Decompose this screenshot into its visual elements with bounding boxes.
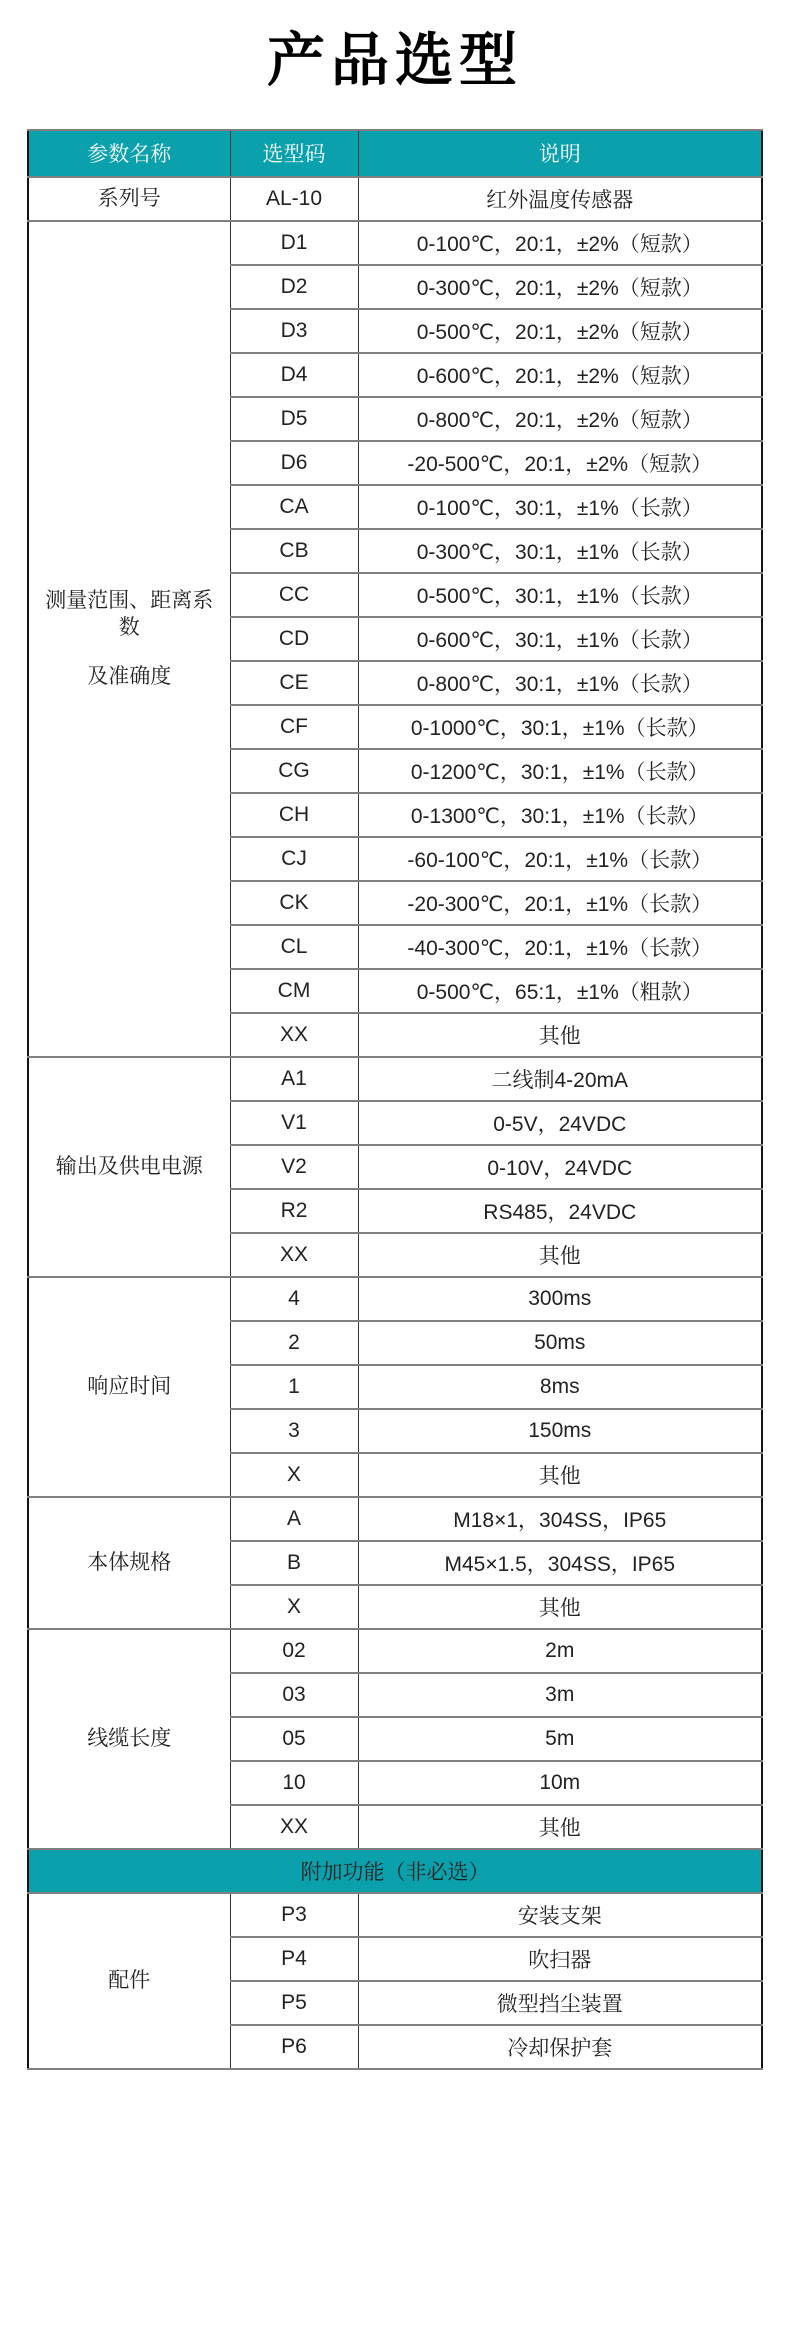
selection-code-cell: P4: [230, 1937, 358, 1981]
selection-code-cell: CH: [230, 793, 358, 837]
selection-code-cell: 10: [230, 1761, 358, 1805]
selection-code-cell: 4: [230, 1277, 358, 1321]
page-title: 产品选型: [266, 28, 523, 93]
param-name-line: 输出及供电电源: [55, 1155, 203, 1179]
selection-code-cell: X: [230, 1453, 358, 1497]
description-cell: 其他: [358, 1013, 762, 1057]
description-cell: 安装支架: [358, 1893, 762, 1937]
selection-code-cell: D3: [230, 309, 358, 353]
description-cell: 3m: [358, 1673, 762, 1717]
param-name-line: 响应时间: [87, 1375, 172, 1399]
product-selection-table: [27, 129, 763, 2070]
description-cell: -60-100℃，20:1，±1%（长款）: [358, 837, 762, 881]
selection-code-cell: B: [230, 1541, 358, 1585]
description-cell: 0-600℃，20:1，±2%（短款）: [358, 353, 762, 397]
description-cell: 0-100℃，30:1，±1%（长款）: [358, 485, 762, 529]
selection-code-cell: CE: [230, 661, 358, 705]
page: [0, 28, 790, 2200]
selection-code-cell: AL-10: [230, 177, 358, 221]
description-cell: 其他: [358, 1805, 762, 1849]
param-name-cell-4: [28, 1497, 230, 1629]
description-cell: 8ms: [358, 1365, 762, 1409]
param-name-cell-1: [28, 221, 230, 1057]
selection-code-cell: A: [230, 1497, 358, 1541]
selection-code-cell: P6: [230, 2025, 358, 2069]
column-header-0: 参数名称: [28, 130, 230, 177]
description-cell: 0-1000℃，30:1，±1%（长款）: [358, 705, 762, 749]
param-name-line: 本体规格: [87, 1551, 172, 1575]
description-cell: 0-500℃，65:1，±1%（粗款）: [358, 969, 762, 1013]
selection-code-cell: D1: [230, 221, 358, 265]
description-cell: 0-300℃，30:1，±1%（长款）: [358, 529, 762, 573]
description-cell: -20-300℃，20:1，±1%（长款）: [358, 881, 762, 925]
param-name-cell-7: [28, 1893, 230, 2069]
param-name-cell-5: [28, 1629, 230, 1849]
selection-code-cell: 3: [230, 1409, 358, 1453]
description-cell: 0-600℃，30:1，±1%（长款）: [358, 617, 762, 661]
description-cell: 其他: [358, 1585, 762, 1629]
description-cell: 2m: [358, 1629, 762, 1673]
selection-code-cell: R2: [230, 1189, 358, 1233]
selection-code-cell: 02: [230, 1629, 358, 1673]
description-cell: 10m: [358, 1761, 762, 1805]
param-name-cell-0: [28, 177, 230, 221]
description-cell: 300ms: [358, 1277, 762, 1321]
description-cell: 0-5V，24VDC: [358, 1101, 762, 1145]
selection-code-cell: A1: [230, 1057, 358, 1101]
selection-code-cell: P5: [230, 1981, 358, 2025]
description-cell: 二线制4-20mA: [358, 1057, 762, 1101]
description-cell: 其他: [358, 1453, 762, 1497]
param-name-line: 及准确度: [87, 665, 172, 689]
selection-code-cell: CF: [230, 705, 358, 749]
table-row: [28, 1057, 762, 1101]
selection-code-cell: D2: [230, 265, 358, 309]
column-header-2: 说明: [358, 130, 762, 177]
selection-code-cell: V2: [230, 1145, 358, 1189]
additional-features-band: 附加功能（非必选）: [28, 1849, 762, 1893]
section-band-row: [28, 1849, 762, 1893]
description-cell: 红外温度传感器: [358, 177, 762, 221]
description-cell: RS485，24VDC: [358, 1189, 762, 1233]
selection-code-cell: CK: [230, 881, 358, 925]
param-name-line: 配件: [108, 1969, 151, 1993]
description-cell: 0-800℃，20:1，±2%（短款）: [358, 397, 762, 441]
table-header-row: [28, 130, 762, 177]
selection-code-cell: CM: [230, 969, 358, 1013]
column-header-1: 选型码: [230, 130, 358, 177]
selection-code-cell: X: [230, 1585, 358, 1629]
selection-code-cell: P3: [230, 1893, 358, 1937]
param-name-line: 系列号: [97, 187, 161, 211]
table-row: [28, 1893, 762, 1937]
param-name-cell-3: [28, 1277, 230, 1497]
param-name-line: 测量范围、距离系数: [45, 588, 214, 640]
description-cell: 0-1200℃，30:1，±1%（长款）: [358, 749, 762, 793]
selection-code-cell: D6: [230, 441, 358, 485]
table-row: [28, 1629, 762, 1673]
description-cell: 冷却保护套: [358, 2025, 762, 2069]
selection-code-cell: CB: [230, 529, 358, 573]
selection-code-cell: 2: [230, 1321, 358, 1365]
description-cell: 其他: [358, 1233, 762, 1277]
table-row: [28, 1497, 762, 1541]
description-cell: 0-1300℃，30:1，±1%（长款）: [358, 793, 762, 837]
description-cell: 0-10V，24VDC: [358, 1145, 762, 1189]
description-cell: 0-800℃，30:1，±1%（长款）: [358, 661, 762, 705]
table-row: [28, 1277, 762, 1321]
description-cell: 0-100℃，20:1，±2%（短款）: [358, 221, 762, 265]
description-cell: M45×1.5，304SS，IP65: [358, 1541, 762, 1585]
selection-code-cell: CJ: [230, 837, 358, 881]
selection-code-cell: XX: [230, 1013, 358, 1057]
selection-code-cell: CA: [230, 485, 358, 529]
selection-code-cell: 03: [230, 1673, 358, 1717]
description-cell: 50ms: [358, 1321, 762, 1365]
param-name-cell-2: [28, 1057, 230, 1277]
selection-code-cell: XX: [230, 1233, 358, 1277]
selection-code-cell: D4: [230, 353, 358, 397]
selection-code-cell: V1: [230, 1101, 358, 1145]
selection-code-cell: 05: [230, 1717, 358, 1761]
description-cell: 0-300℃，20:1，±2%（短款）: [358, 265, 762, 309]
selection-code-cell: CC: [230, 573, 358, 617]
selection-code-cell: D5: [230, 397, 358, 441]
table-row: [28, 177, 762, 221]
selection-code-cell: 1: [230, 1365, 358, 1409]
param-name-line: 线缆长度: [87, 1727, 172, 1751]
selection-code-cell: CL: [230, 925, 358, 969]
description-cell: -20-500℃，20:1，±2%（短款）: [358, 441, 762, 485]
description-cell: 5m: [358, 1717, 762, 1761]
description-cell: 0-500℃，20:1，±2%（短款）: [358, 309, 762, 353]
selection-code-cell: CG: [230, 749, 358, 793]
description-cell: M18×1，304SS，IP65: [358, 1497, 762, 1541]
description-cell: -40-300℃，20:1，±1%（长款）: [358, 925, 762, 969]
selection-code-cell: XX: [230, 1805, 358, 1849]
selection-code-cell: CD: [230, 617, 358, 661]
description-cell: 吹扫器: [358, 1937, 762, 1981]
description-cell: 微型挡尘装置: [358, 1981, 762, 2025]
description-cell: 150ms: [358, 1409, 762, 1453]
description-cell: 0-500℃，30:1，±1%（长款）: [358, 573, 762, 617]
table-row: [28, 221, 762, 265]
